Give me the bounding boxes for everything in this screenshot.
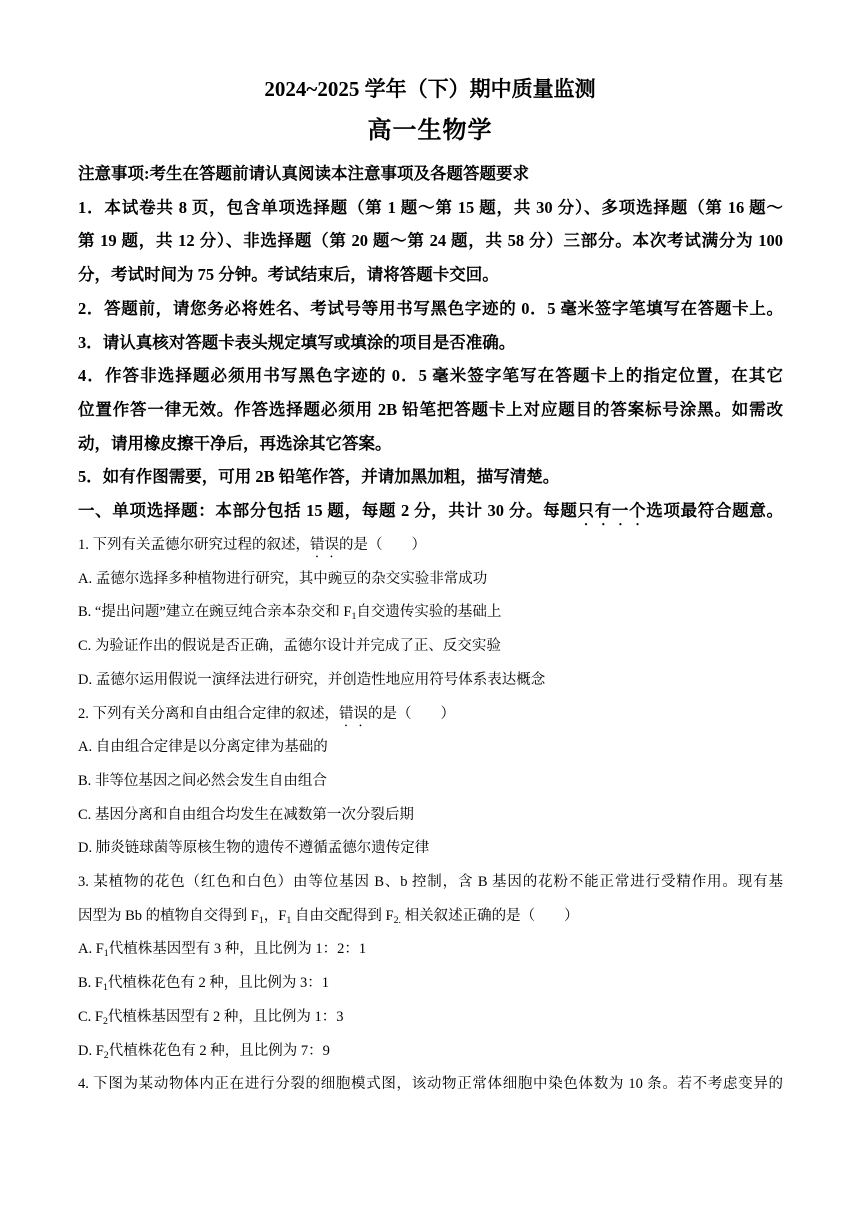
option-text: A. F xyxy=(78,941,104,958)
question-2-option-c: C. 基因分离和自由组合均发生在减数第一次分裂后期 xyxy=(78,806,414,823)
notice-item-2: 2．答题前，请您务必将姓名、考试号等用书写黑色字迹的 0．5 毫米签字笔填写在答题卡上。 xyxy=(78,298,783,318)
subscript: 2 xyxy=(103,1049,109,1061)
question-3-option-c xyxy=(78,1001,783,1035)
question-stem-emphasis: 错误 xyxy=(310,537,339,554)
stem-text: 相关叙述正确的是（ ） xyxy=(401,907,579,924)
stem-text: 自由交配得到 F xyxy=(291,907,394,924)
option-text: B. F xyxy=(78,975,103,992)
question-1-option-d: D. 孟德尔运用假说一演绎法进行研究，并创造性地应用符号体系表达概念 xyxy=(78,671,546,688)
subscript: 1 xyxy=(103,948,109,960)
subscript: 2. xyxy=(393,914,402,926)
question-stem-text: 2. 下列有关分离和自由组合定律的叙述， xyxy=(78,705,339,722)
notice-item-4-line-1: 4．作答非选择题必须用书写黑色字迹的 0．5 毫米签字笔写在答题卡上的指定位置，在其它 xyxy=(78,366,783,386)
stem-text: 因型为 Bb 的植物自交得到 F xyxy=(78,907,259,924)
option-text-end: 代植株基因型有 2 种，且比例为 1：3 xyxy=(107,1008,344,1025)
subscript: 2 xyxy=(103,1015,108,1027)
question-1-option-a: A. 孟德尔选择多种植物进行研究，其中豌豆的杂交实验非常成功 xyxy=(78,570,488,587)
subscript: 1 xyxy=(351,611,357,623)
option-text-end: 自交遗传实验的基础上 xyxy=(356,604,502,621)
section-heading-text-end: 选项最符合题意。 xyxy=(646,501,784,521)
notice-item-5: 5．如有作图需要，可用 2B 铅笔作答，并请加黑加粗，描写清楚。 xyxy=(78,467,560,487)
question-3-stem-line-2 xyxy=(78,900,783,934)
question-1-option-c: C. 为验证作出的假说是否正确，孟德尔设计并完成了正、反交实验 xyxy=(78,638,501,655)
option-text: D. F xyxy=(78,1042,104,1059)
question-2-option-d: D. 肺炎链球菌等原核生物的遗传不遵循孟德尔遗传定律 xyxy=(78,840,430,857)
exam-content xyxy=(78,157,783,1102)
option-text-end: 代植株基因型有 3 种，且比例为 1：2：1 xyxy=(108,941,367,958)
question-3-option-a xyxy=(78,933,783,967)
question-3-option-b xyxy=(78,967,783,1001)
notice-item-1-line-2: 第 19 题，共 12 分）、非选择题（第 20 题～第 24 题，共 58 分）三部分。本次考试满分为 100 xyxy=(78,231,783,251)
question-stem-emphasis: 错误 xyxy=(339,705,368,722)
notice-item-1-line-1: 1．本试卷共 8 页，包含单项选择题（第 1 题～第 15 题，共 30 分）、多项选择题（第 16 题～ xyxy=(78,197,783,217)
exam-title: 2024~2025 学年（下）期中质量监测 xyxy=(264,77,596,101)
section-heading-emphasis: 只有一个 xyxy=(577,501,647,521)
option-text-end: 代植株花色有 2 种，且比例为 3：1 xyxy=(107,975,330,992)
exam-subject: 高一生物学 xyxy=(367,118,493,144)
question-2-option-b: B. 非等位基因之间必然会发生自由组合 xyxy=(78,772,327,789)
section-1-heading xyxy=(78,494,783,529)
question-3-stem-line-1: 3. 某植物的花色（红色和白色）由等位基因 B、b 控制，含 B 基因的花粉不能正常进行受精作用。现有基 xyxy=(78,874,783,891)
notice-item-3: 3．请认真核对答题卡表头规定填写或填涂的项目是否准确。 xyxy=(78,332,516,352)
notice-heading: 注意事项:考生在答题前请认真阅读本注意事项及各题答题要求 xyxy=(78,164,529,183)
notice-item-4-line-3: 动，请用橡皮擦干净后，再选涂其它答案。 xyxy=(78,433,392,453)
section-heading-text: 一、单项选择题：本部分包括 15 题，每题 2 分，共计 30 分。每题 xyxy=(78,501,578,521)
notice-item-4-line-2: 位置作答一律无效。作答选择题必须用 2B 铅笔把答题卡上对应题目的答案标号涂黑。如需改 xyxy=(78,399,783,419)
option-text: C. F xyxy=(78,1008,103,1025)
question-4-stem-line-1: 4. 下图为某动物体内正在进行分裂的细胞模式图，该动物正常体细胞中染色体数为 10 条。若不考虑变异的 xyxy=(78,1076,783,1093)
question-2-option-a: A. 自由组合定律是以分离定律为基础的 xyxy=(78,739,328,756)
subscript: 1 xyxy=(103,981,108,993)
question-1-stem xyxy=(78,529,783,563)
notice-item-1-line-3: 分，考试时间为 75 分钟。考试结束后，请将答题卡交回。 xyxy=(78,265,499,285)
option-text: B. “提出问题”建立在豌豆纯合亲本杂交和 F xyxy=(78,604,352,621)
question-1-option-b xyxy=(78,596,783,630)
stem-text: ，F xyxy=(263,907,287,924)
question-stem-text-end: 的是（ ） xyxy=(368,705,455,722)
option-text-end: 代植株花色有 2 种，且比例为 7：9 xyxy=(108,1042,330,1059)
question-3-option-d xyxy=(78,1035,783,1069)
subscript: 1 xyxy=(258,914,264,926)
question-stem-text: 1. 下列有关孟德尔研究过程的叙述， xyxy=(78,537,310,554)
subscript: 1 xyxy=(286,914,292,926)
question-2-stem xyxy=(78,698,783,732)
question-stem-text-end: 的是（ ） xyxy=(339,537,426,554)
